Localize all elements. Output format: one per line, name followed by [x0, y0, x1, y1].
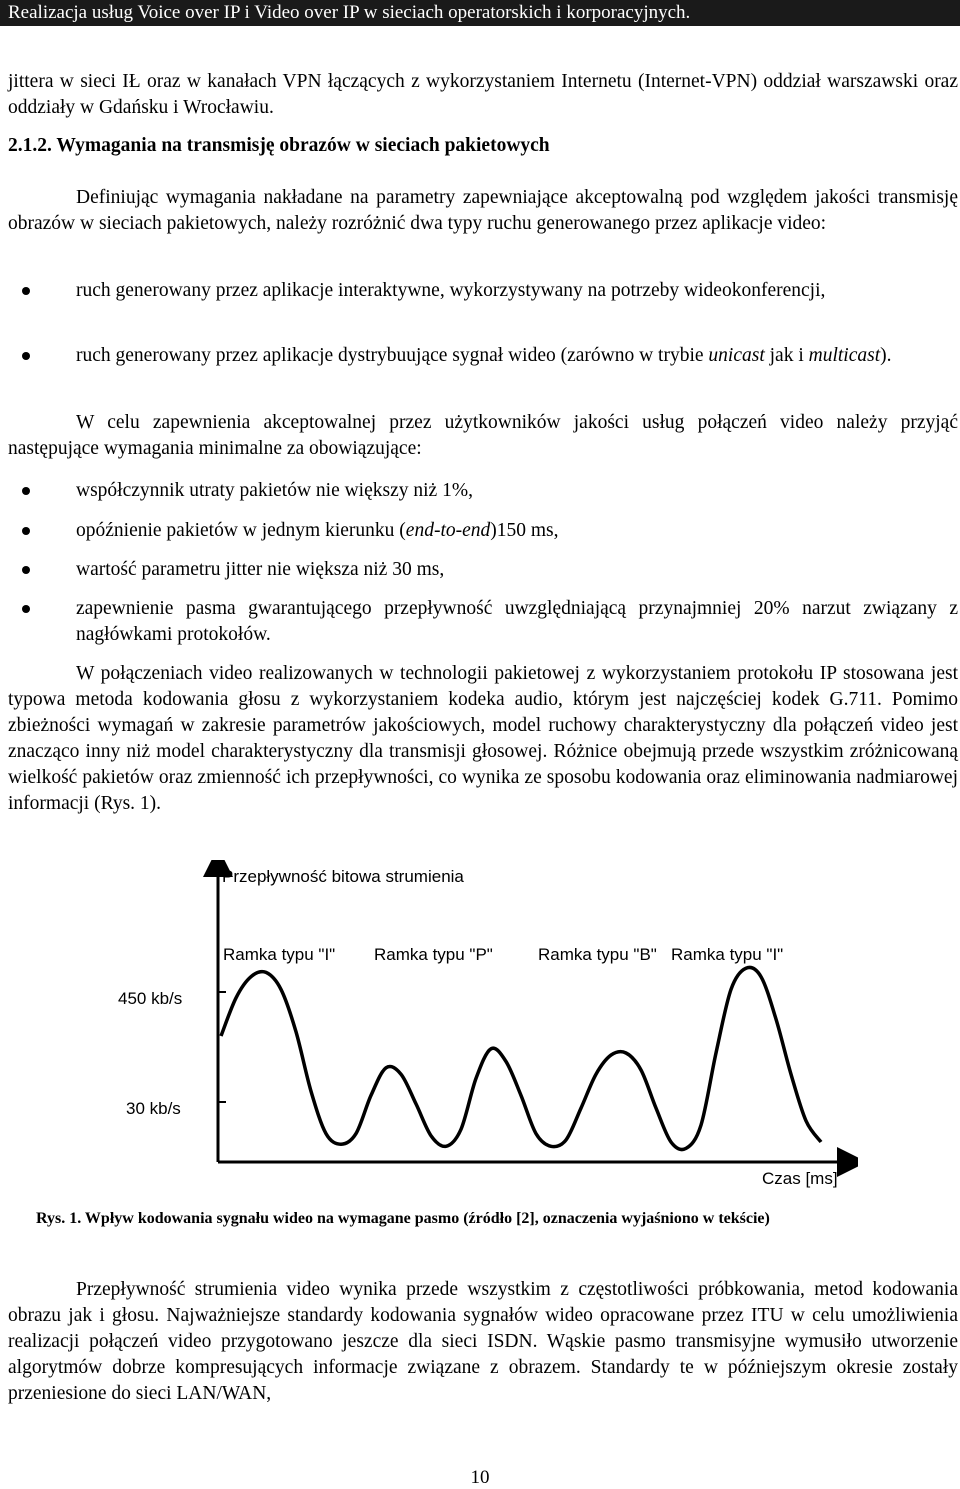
- y-axis-title: Przepływność bitowa strumienia: [222, 867, 464, 886]
- y-tick-450: 450 kb/s: [118, 989, 183, 1008]
- list2-item-4: zapewnienie pasma gwarantującego przepływność uwzględniającą przynajmniej 20% narzut związany z nagłówkami protokołów.: [76, 598, 958, 645]
- bullet-dot: [22, 352, 30, 360]
- list1-item-1: ruch generowany przez aplikacje interaktywne, wykorzystywany na potrzeby wideokonferencji,: [76, 280, 826, 301]
- bullet-dot: [22, 605, 30, 613]
- running-header: Realizacja usług Voice over IP i Video over IP w sieciach operatorskich i korporacyjnych.: [0, 0, 960, 26]
- y-tick-30: 30 kb/s: [126, 1099, 181, 1118]
- list2-item-2: opóźnienie pakietów w jednym kierunku (end-to-end)150 ms,: [76, 520, 559, 541]
- frame-label-p: Ramka typu "P": [374, 945, 493, 964]
- list1-item-2: ruch generowany przez aplikacje dystrybuujące sygnał wideo (zarówno w trybie unicast jak i multicast).: [76, 345, 892, 366]
- section-heading: [8, 133, 958, 159]
- paragraph-3: W połączeniach video realizowanych w technologii pakietowej z wykorzystaniem protokołu IP stosowana jest typowa metoda kodowania głosu z wykorzystaniem kodeka audio, którym jest najczęściej kodek G.711. Pomimo zbieżności wymagań w zakresie parametrów jakościowych, model ruchowy charakterystyczny dla połączeń video jest znacząco inny niż model charakterystyczny dla transmisji głosowej. Różnice obejmują przede wszystkim zróżnicowaną wielkość pakietów oraz zmienność ich przepływności, co wynika ze sposobu kodowania oraz eliminowania nadmiarowej informacji (Rys. 1).: [8, 663, 958, 814]
- bullet-dot: [22, 287, 30, 295]
- intro-paragraph: jittera w sieci IŁ oraz w kanałach VPN łączących z wykorzystaniem Internetu (Internet-VPN) oddział warszawski oraz oddziały w Gdańsku i Wrocławiu.: [8, 71, 958, 118]
- bitrate-series-line: [221, 967, 821, 1149]
- list2-item-3: wartość parametru jitter nie większa niż 30 ms,: [76, 559, 445, 580]
- frame-label-i-2: Ramka typu "I": [671, 945, 784, 964]
- bullet-dot: [22, 527, 30, 535]
- frame-label-i-1: Ramka typu "I": [223, 945, 336, 964]
- list2-item-1: współczynnik utraty pakietów nie większy niż 1%,: [76, 480, 473, 501]
- bullet-dot: [22, 566, 30, 574]
- bitrate-figure: [118, 860, 858, 1190]
- section-title: Wymagania na transmisję obrazów w sieciach pakietowych: [56, 135, 550, 156]
- paragraph-2: W celu zapewnienia akceptowalnej przez użytkowników jakości usług połączeń video należy przyjąć następujące wymagania minimalne za obowiązujące:: [8, 412, 958, 459]
- frame-label-b: Ramka typu "B": [538, 945, 657, 964]
- section-number: 2.1.2.: [8, 135, 52, 156]
- bullet-dot: [22, 487, 30, 495]
- figure-caption: Rys. 1. Wpływ kodowania sygnału wideo na wymagane pasmo (źródło [2], oznaczenia wyjaśniono w tekście): [36, 1210, 770, 1227]
- paragraph-1: Definiując wymagania nakładane na parametry zapewniające akceptowalną pod względem jakości transmisję obrazów w sieciach pakietowych, należy rozróżnić dwa typy ruchu generowanego przez aplikacje video:: [8, 187, 958, 234]
- x-axis-title: Czas [ms]: [762, 1169, 838, 1188]
- bitrate-chart: [118, 860, 858, 1190]
- paragraph-4: Przepływność strumienia video wynika przede wszystkim z częstotliwości próbkowania, metod kodowania obrazu jak i głosu. Najważniejsze standardy kodowania sygnałów wideo opracowane przez ITU w celu umożliwienia realizacji połączeń video przygotowano jeszcze dla sieci ISDN. Wąskie pasmo transmisyjne wymusiło utworzenie algorytmów dobrze kompresujących informacje związane z obrazem. Standardy te w późniejszym okresie zostały przeniesione do sieci LAN/WAN,: [8, 1279, 958, 1404]
- page-number: 10: [470, 1467, 490, 1488]
